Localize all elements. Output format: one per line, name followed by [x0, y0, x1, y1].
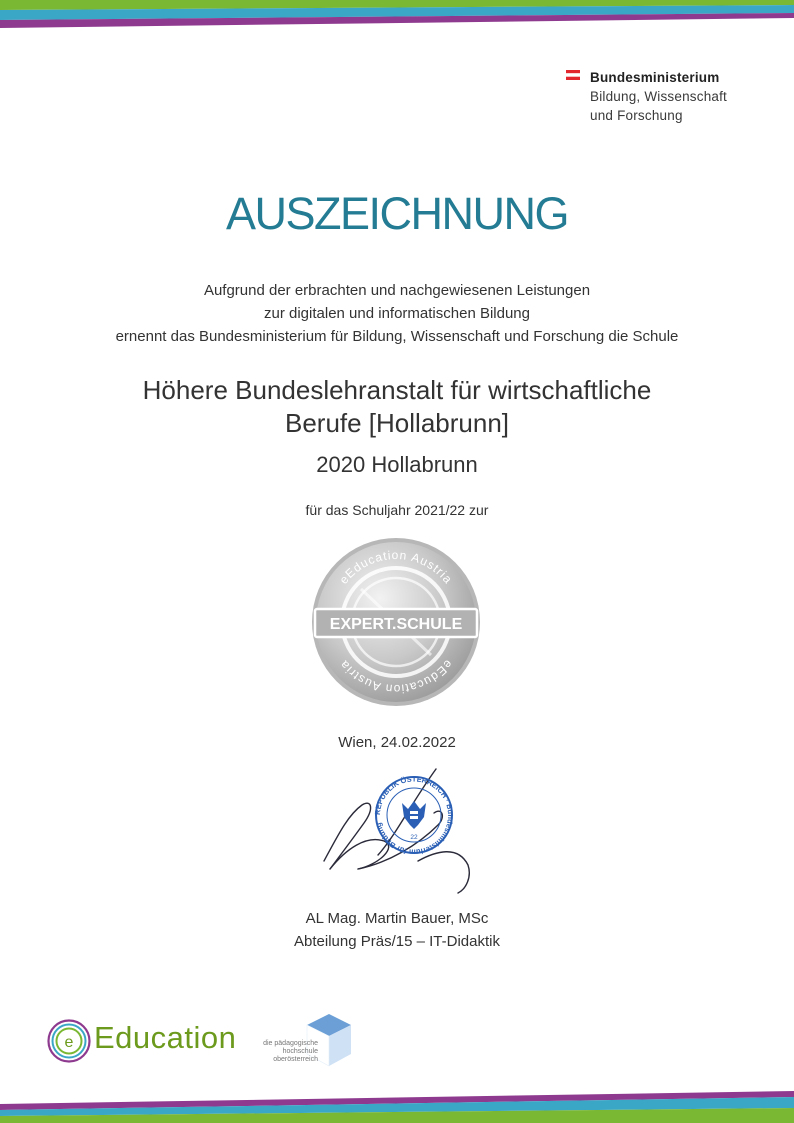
top-stripes: [0, 0, 794, 34]
intro-text: [0, 279, 794, 348]
ph-line-1: die pädagogische: [263, 1040, 318, 1047]
school-name: [0, 374, 794, 440]
signer-name: AL Mag. Martin Bauer, MSc: [305, 910, 489, 927]
seal-ring-text: REPUBLIK ÖSTERREICH · Bundesministerium für Bildung: [372, 774, 456, 857]
place-date: Wien, 24.02.2022: [338, 734, 456, 751]
badge-ring-bottom: eEducation Austria: [336, 657, 456, 697]
eeducation-label: Education: [94, 1020, 237, 1055]
ph-line-3: oberösterreich: [273, 1056, 318, 1063]
school-name-line-1: Höhere Bundeslehranstalt für wirtschaftliche: [142, 375, 652, 405]
eeducation-mark: e: [64, 1034, 74, 1051]
intro-line-3: ernennt das Bundesministerium für Bildung, Wissenschaft und Forschung die Schule: [115, 328, 679, 345]
ph-line-2: hochschule: [282, 1048, 318, 1055]
eeducation-logo-icon: [46, 1018, 92, 1064]
expert-schule-badge-icon: [311, 537, 481, 707]
ministry-line-1: Bundesministerium: [590, 70, 720, 85]
bottom-stripes: [0, 1088, 794, 1123]
seal-number: 22: [410, 834, 418, 841]
badge-label: EXPERT.SCHULE: [329, 616, 463, 633]
school-name-line-2: Berufe [Hollabrunn]: [284, 408, 510, 438]
badge-ring-top: eEducation Austria: [336, 547, 456, 587]
signer-info: [0, 907, 794, 953]
ministry-name: [590, 68, 727, 125]
intro-line-1: Aufgrund der erbrachten und nachgewiesenen Leistungen: [203, 282, 591, 299]
ministry-line-2: Bildung, Wissenschaft: [590, 89, 728, 104]
school-year-text: für das Schuljahr 2021/22 zur: [305, 502, 489, 518]
signer-department: Abteilung Präs/15 – IT-Didaktik: [294, 933, 500, 950]
intro-line-2: zur digitalen und informatischen Bildung: [264, 305, 530, 322]
school-city: 2020 Hollabrunn: [316, 452, 478, 477]
ministry-line-3: und Forschung: [590, 108, 683, 123]
ph-logo-text: [262, 1040, 318, 1064]
signature-seal: [318, 765, 478, 895]
austrian-flag-icon: [566, 70, 580, 80]
certificate-title: AUSZEICHNUNG: [225, 188, 569, 239]
